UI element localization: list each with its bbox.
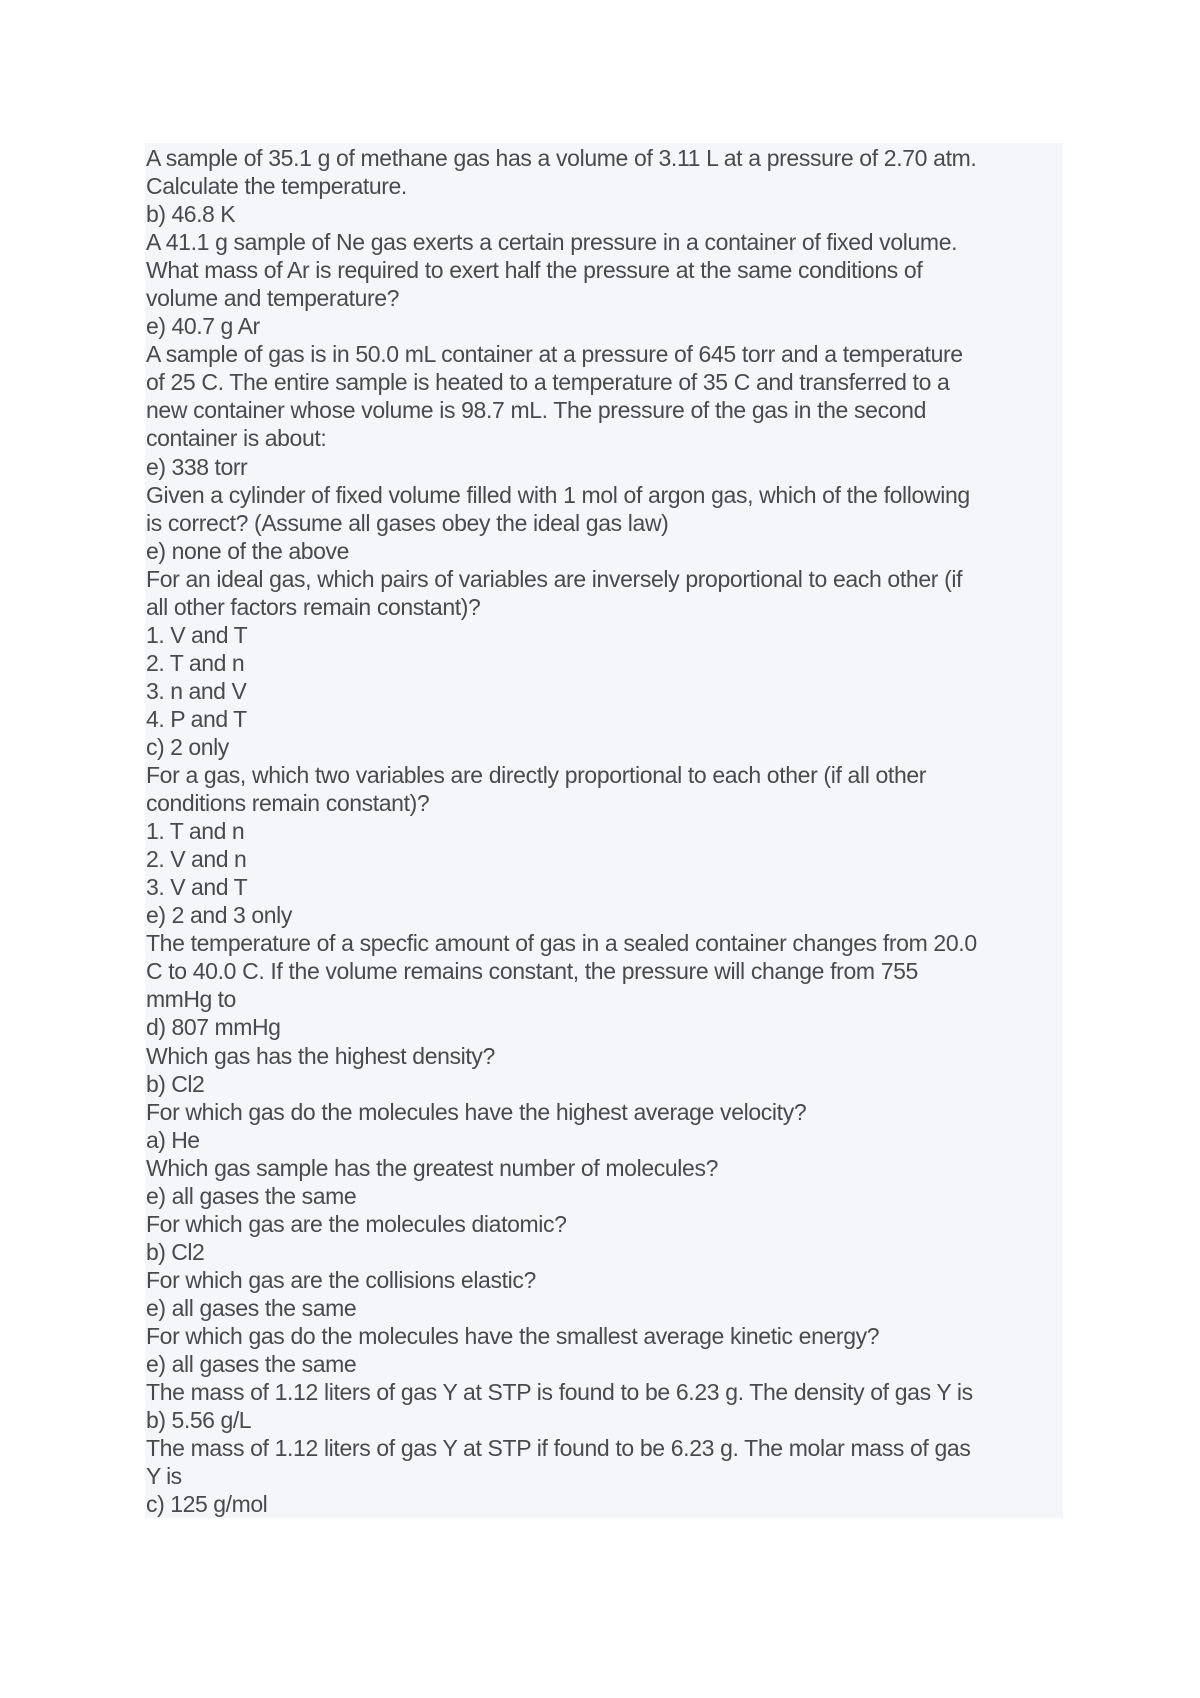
text-line: The temperature of a specfic amount of gas in a sealed container changes from 20.0 <box>146 930 977 957</box>
text-line: 1. T and n <box>146 818 245 845</box>
text-line: d) 807 mmHg <box>146 1014 281 1041</box>
text-line: The mass of 1.12 liters of gas Y at STP is found to be 6.23 g. The density of gas Y is <box>146 1379 973 1406</box>
text-line: new container whose volume is 98.7 mL. The pressure of the gas in the second <box>146 397 926 424</box>
text-line: For which gas are the molecules diatomic? <box>146 1210 567 1237</box>
text-line: For an ideal gas, which pairs of variables are inversely proportional to each other (if <box>146 565 963 592</box>
text-line: volume and temperature? <box>146 285 400 312</box>
text-line: is correct? (Assume all gases obey the ideal gas law) <box>146 509 669 536</box>
text-line: b) Cl2 <box>146 1238 205 1265</box>
text-line: Calculate the temperature. <box>146 173 407 200</box>
text-line: e) 40.7 g Ar <box>146 313 260 340</box>
text-line: Y is <box>146 1463 182 1490</box>
text-line: What mass of Ar is required to exert half the pressure at the same conditions of <box>146 257 923 284</box>
text-line: For which gas do the molecules have the highest average velocity? <box>146 1098 807 1125</box>
text-line: e) 338 torr <box>146 453 248 480</box>
text-line: For which gas are the collisions elastic? <box>146 1266 536 1293</box>
text-line: The mass of 1.12 liters of gas Y at STP if found to be 6.23 g. The molar mass of gas <box>146 1435 971 1462</box>
text-line: 2. T and n <box>146 649 245 676</box>
text-line: all other factors remain constant)? <box>146 593 481 620</box>
text-line: e) 2 and 3 only <box>146 902 292 929</box>
text-line: 4. P and T <box>146 705 247 732</box>
text-line: 2. V and n <box>146 846 247 873</box>
text-line: conditions remain constant)? <box>146 790 430 817</box>
text-line: C to 40.0 C. If the volume remains constant, the pressure will change from 755 <box>146 958 918 985</box>
text-line: b) 5.56 g/L <box>146 1407 252 1434</box>
text-line: e) all gases the same <box>146 1294 357 1321</box>
text-line: 1. V and T <box>146 621 248 648</box>
text-line: For which gas do the molecules have the smallest average kinetic energy? <box>146 1322 880 1349</box>
text-line: a) He <box>146 1126 200 1153</box>
text-line: e) all gases the same <box>146 1182 357 1209</box>
text-line: A 41.1 g sample of Ne gas exerts a certain pressure in a container of fixed volume. <box>146 229 958 256</box>
text-line: b) 46.8 K <box>146 201 236 228</box>
text-line: Which gas has the highest density? <box>146 1042 495 1069</box>
text-line: For a gas, which two variables are directly proportional to each other (if all other <box>146 762 927 789</box>
text-line: Given a cylinder of fixed volume filled with 1 mol of argon gas, which of the following <box>146 481 970 508</box>
text-line: of 25 C. The entire sample is heated to a temperature of 35 C and transferred to a <box>146 369 950 396</box>
text-line: container is about: <box>146 425 327 452</box>
text-line: b) Cl2 <box>146 1070 205 1097</box>
text-line: c) 125 g/mol <box>146 1491 268 1518</box>
text-line: 3. V and T <box>146 874 248 901</box>
text-block <box>145 143 1063 1518</box>
text-line: A sample of 35.1 g of methane gas has a volume of 3.11 L at a pressure of 2.70 atm. <box>146 145 977 171</box>
text-line: e) all gases the same <box>146 1351 357 1378</box>
text-line: e) none of the above <box>146 537 349 564</box>
text-line: c) 2 only <box>146 733 229 760</box>
text-line: A sample of gas is in 50.0 mL container at a pressure of 645 torr and a temperature <box>146 341 963 368</box>
text-line: Which gas sample has the greatest number of molecules? <box>146 1154 719 1181</box>
text-line: mmHg to <box>146 986 236 1013</box>
text-line: 3. n and V <box>146 677 247 704</box>
